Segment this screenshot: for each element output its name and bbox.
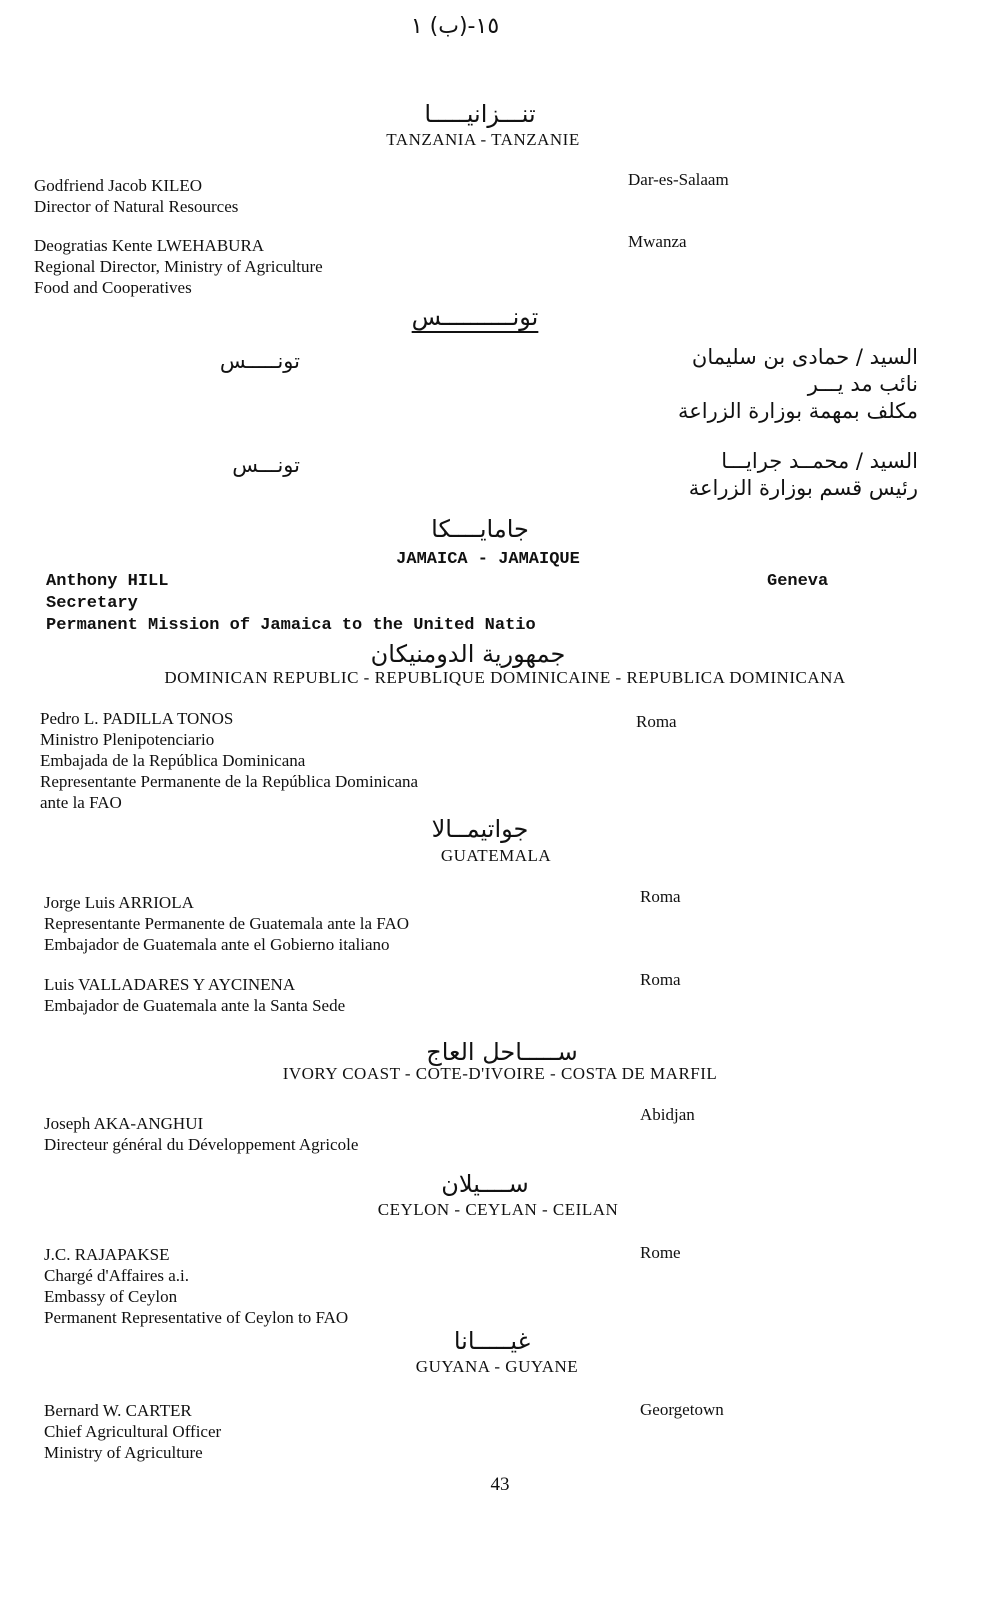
delegate-title: رئيس قسم بوزارة الزراعة: [688, 476, 918, 500]
guyana-title-arabic: غيـــــانا: [453, 1327, 531, 1355]
ceylon-title-arabic: ســــيلان: [441, 1170, 529, 1198]
delegate-title: Chargé d'Affaires a.i.: [44, 1266, 189, 1285]
jamaica-title-arabic: جامايــــكا: [431, 515, 529, 543]
delegate-title: Director of Natural Resources: [34, 197, 239, 216]
tunisia-entry-2-location: تونـــس: [232, 453, 300, 477]
delegate-title: Chief Agricultural Officer: [44, 1422, 222, 1441]
tanzania-entry-2-location: Mwanza: [628, 232, 687, 251]
ivory-coast-title-arabic: ســـــاحل العاج: [426, 1038, 578, 1066]
delegate-name: Anthony HILL: [46, 572, 169, 591]
dominican-entry-1: [40, 708, 418, 813]
delegate-title: Ministry of Agriculture: [44, 1443, 203, 1462]
delegate-title: Representante Permanente de la República Dominicana: [40, 772, 419, 791]
delegate-name: Luis VALLADARES Y AYCINENA: [44, 975, 296, 994]
delegate-title: Permanent Representative of Ceylon to FAO: [44, 1308, 349, 1327]
ivory-coast-title: IVORY COAST - COTE-D'IVOIRE - COSTA DE MARFIL: [282, 1064, 718, 1083]
delegate-title: Secretary: [46, 594, 138, 613]
delegate-name: السيد / محمــد جرايـــا: [721, 449, 918, 473]
delegate-name: Jorge Luis ARRIOLA: [44, 893, 194, 912]
ceylon-entry-1-location: Rome: [640, 1243, 681, 1262]
guyana-entry-1-location: Georgetown: [640, 1400, 724, 1419]
delegate-title: Representante Permanente de Guatemala ante la FAO: [44, 914, 410, 933]
delegate-title: Regional Director, Ministry of Agriculture: [34, 257, 323, 276]
delegate-title: Food and Cooperatives: [34, 278, 192, 297]
page-header: ١٥-(ب) ١: [410, 14, 500, 39]
jamaica-entry-1-location: Geneva: [767, 572, 829, 591]
delegate-title: Embassy of Ceylon: [44, 1287, 178, 1306]
guatemala-title: GUATEMALA: [440, 846, 552, 865]
guatemala-entry-1: [44, 892, 409, 955]
tanzania-entry-1-location: Dar-es-Salaam: [628, 170, 729, 189]
delegate-title: Directeur général du Développement Agricole: [44, 1135, 359, 1154]
dominican-title-arabic: جمهورية الدومنيكان: [370, 640, 566, 668]
delegate-name: Joseph AKA-ANGHUI: [44, 1114, 204, 1133]
guatemala-entry-2: [44, 974, 345, 1016]
tanzania-title: TANZANIA - TANZANIE: [386, 130, 580, 149]
delegate-name: Bernard W. CARTER: [44, 1401, 192, 1420]
dominican-title: DOMINICAN REPUBLIC - REPUBLIQUE DOMINICAINE - REPUBLICA DOMINICANA: [164, 668, 846, 687]
delegate-name: Pedro L. PADILLA TONOS: [40, 709, 234, 728]
tanzania-entry-1: [34, 175, 238, 217]
dominican-entry-1-location: Roma: [636, 712, 677, 731]
ceylon-title: CEYLON - CEYLAN - CEILAN: [377, 1200, 619, 1219]
tunisia-title-arabic: تونــــــــــس: [411, 303, 539, 331]
ivory-coast-entry-1-location: Abidjan: [640, 1105, 695, 1124]
tunisia-entry-1-location: تونـــــس: [219, 349, 300, 373]
guatemala-entry-1-location: Roma: [640, 887, 681, 906]
delegate-title: مكلف بمهمة بوزارة الزراعة: [677, 399, 918, 423]
delegate-title: Embajador de Guatemala ante la Santa Sede: [44, 996, 346, 1015]
delegate-title: Embajada de la República Dominicana: [40, 751, 306, 770]
jamaica-title: JAMAICA - JAMAIQUE: [396, 550, 580, 569]
tanzania-title-arabic: تنـــزانيـــــا: [424, 100, 536, 128]
delegate-title: Ministro Plenipotenciario: [40, 730, 215, 749]
ivory-coast-entry-1: [44, 1113, 358, 1155]
guatemala-title-arabic: جواتيمــالا: [431, 815, 529, 843]
delegate-name: السيد / حمادى بن سليمان: [691, 345, 918, 369]
tanzania-entry-2: [34, 235, 323, 298]
tunisia-entry-2: [689, 448, 918, 502]
delegate-title: Embajador de Guatemala ante el Gobierno italiano: [44, 935, 390, 954]
guatemala-entry-2-location: Roma: [640, 970, 681, 989]
guyana-title: GUYANA - GUYANE: [415, 1357, 579, 1376]
delegate-title: ante la FAO: [40, 793, 122, 812]
guyana-entry-1: [44, 1400, 221, 1463]
delegate-name: J.C. RAJAPAKSE: [44, 1245, 170, 1264]
delegate-title: نائب مد يـــر: [807, 372, 918, 396]
tunisia-entry-1: [678, 344, 918, 425]
ceylon-entry-1: [44, 1244, 348, 1328]
page-number: 43: [490, 1474, 510, 1495]
jamaica-entry-1: [46, 571, 612, 637]
delegate-title: Permanent Mission of Jamaica to the United Natio: [46, 616, 536, 635]
delegate-name: Godfriend Jacob KILEO: [34, 176, 203, 195]
delegate-name: Deogratias Kente LWEHABURA: [34, 236, 265, 255]
